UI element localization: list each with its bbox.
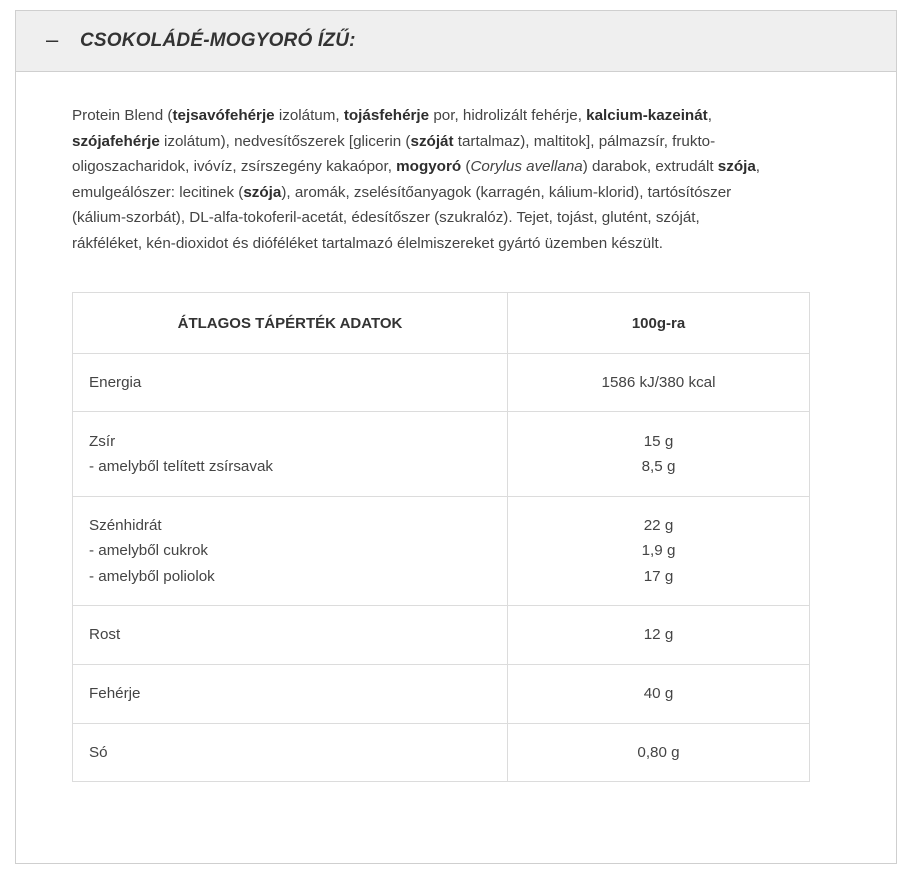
ingredient-run: ) darabok, extrudált (582, 158, 718, 176)
ingredient-bold: tejsavófehérje (172, 107, 275, 124)
nutrient-label: - amelyből cukrok (89, 542, 209, 560)
nutrient-value: 0,80 g (637, 743, 680, 761)
nutrient-value: 17 g (643, 567, 674, 585)
ingredient-bold: kalcium-kazeinát (586, 107, 708, 124)
ingredient-run: tartalmaz), maltitok], pálmazsír, frukto-oligoszacharidok, ivóvíz, zsírszegény kakaópor, (72, 132, 716, 176)
ingredient-bold: tojásfehérje (343, 107, 430, 124)
section-title: CSOKOLÁDÉ-MOGYORÓ ÍZŰ: (80, 30, 356, 51)
nutrient-label: Energia (89, 373, 142, 391)
nutrient-label: Só (89, 743, 108, 761)
nutrient-label-cell (73, 665, 508, 724)
nutrient-label-cell (73, 354, 508, 412)
nutrient-label: Rost (89, 626, 121, 644)
table-row (73, 354, 810, 412)
nutrient-label: - amelyből telített zsírsavak (89, 458, 274, 475)
header-per-100g: 100g-ra (508, 293, 810, 354)
collapse-minus-icon[interactable]: – (46, 26, 59, 52)
nutrient-value-cell (508, 354, 810, 412)
nutrient-value-cell (508, 724, 810, 782)
ingredient-run: izolátum), nedvesítőszerek [glicerin ( (159, 132, 411, 150)
nutrient-value: 8,5 g (641, 458, 676, 475)
ingredient-run: Protein Blend ( (72, 107, 173, 124)
ingredient-run: ( (461, 158, 471, 176)
ingredient-bold: szója (717, 158, 756, 176)
nutrient-value: 40 g (643, 685, 674, 703)
nutrient-value: 15 g (643, 432, 674, 450)
ingredient-bold: szója (243, 183, 282, 201)
accordion-header[interactable] (16, 11, 896, 72)
table-row (73, 665, 810, 724)
ingredient-bold: szójafehérje (72, 132, 160, 150)
nutrient-value: 22 g (643, 516, 674, 534)
ingredient-bold: szóját (410, 132, 454, 150)
ingredient-run: , (707, 107, 712, 124)
nutrient-label: Fehérje (89, 685, 141, 703)
ingredient-italic: Corylus avellana (470, 158, 583, 176)
nutrient-value: 12 g (643, 626, 674, 644)
ingredient-run: por, hidrolizált fehérje, (429, 107, 587, 124)
nutrient-label: - amelyből poliolok (89, 567, 215, 585)
ingredients-text (72, 103, 762, 257)
table-row (73, 412, 810, 497)
nutrient-value-cell (508, 497, 810, 606)
nutrient-value: 1586 kJ/380 kcal (601, 373, 716, 391)
nutrient-label-cell (73, 497, 508, 606)
nutrient-label-cell (73, 724, 508, 782)
nutrient-value-cell (508, 606, 810, 665)
nutrient-value: 1,9 g (641, 542, 676, 560)
nutrition-table (72, 292, 810, 782)
nutrient-label-cell (73, 412, 508, 497)
table-row (73, 497, 810, 606)
nutrient-label: Szénhidrát (89, 516, 162, 534)
header-nutrition-label: ÁTLAGOS TÁPÉRTÉK ADATOK (73, 293, 508, 354)
table-header-row (73, 293, 810, 354)
ingredient-run: , emulgeálószer: lecitinek ( (72, 158, 761, 201)
ingredient-run: ), aromák, zselésítőanyagok (karragén, kálium-klorid), tartósítószer (kálium-szorbát), DL-alfa-tokoferil-acetát, édesítőszer (szukralóz). Tejet, tojást, glutént, szóját, rákféléket, kén-dioxidot és dióféléket tartalmazó élelmiszereket gyártó üzemben készült. (72, 183, 732, 252)
nutrient-label: Zsír (89, 432, 116, 450)
nutrient-value-cell (508, 665, 810, 724)
table-row (73, 606, 810, 665)
table-row (73, 724, 810, 782)
ingredient-run: izolátum, (274, 107, 344, 124)
ingredient-bold: mogyoró (396, 158, 462, 176)
nutrient-label-cell (73, 606, 508, 665)
nutrient-value-cell (508, 412, 810, 497)
